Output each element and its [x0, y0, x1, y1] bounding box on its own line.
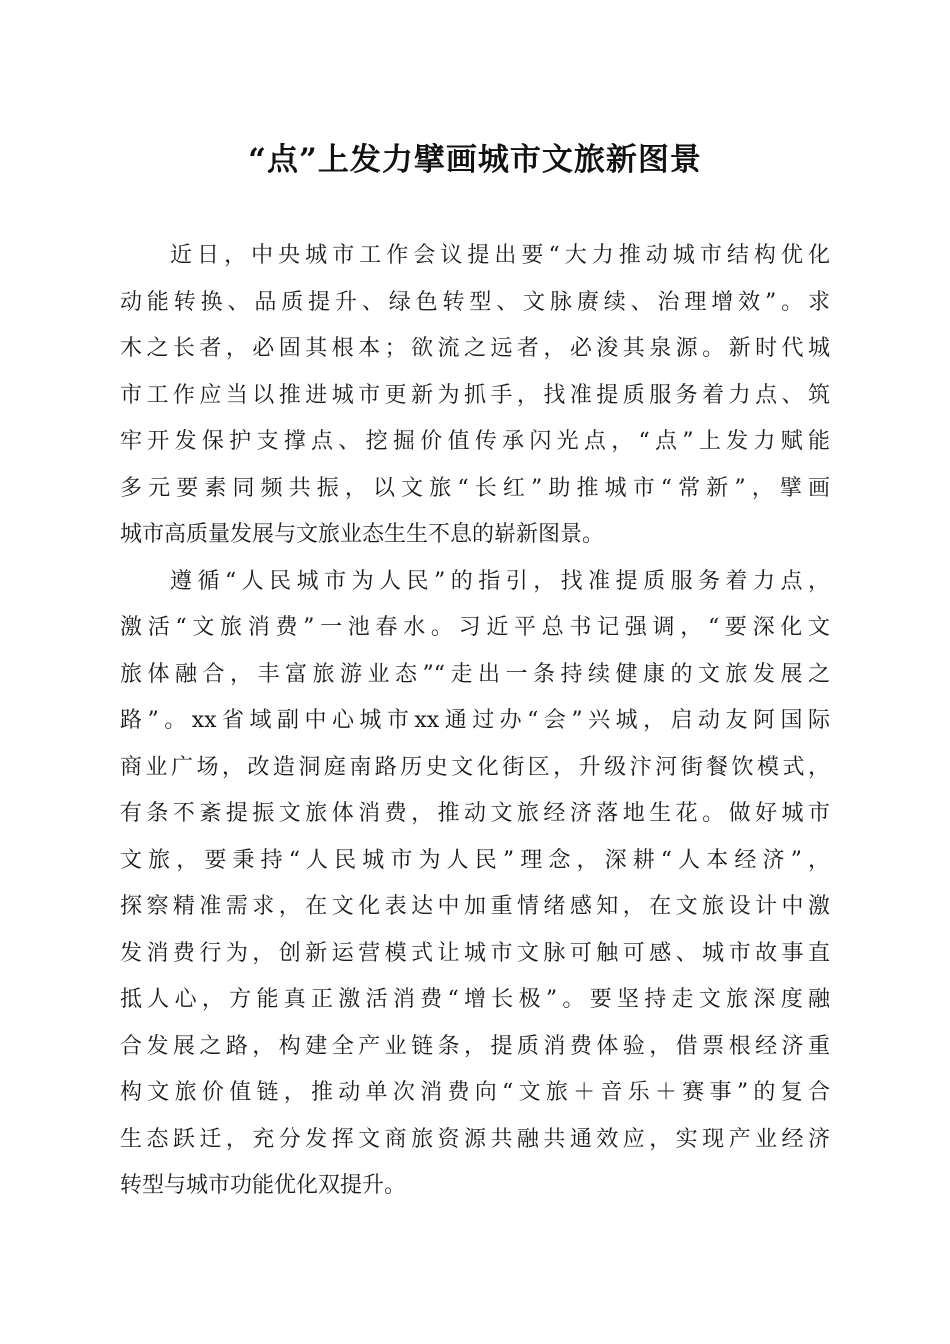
document-body [120, 233, 830, 1210]
document-title: “点”上发力擘画城市文旅新图景 [248, 142, 702, 178]
paragraph-2-line-9: 发消费行为，创新运营模式让城市文脉可触可感、城市故事直 [120, 940, 830, 966]
paragraph-1-line-3: 木之长者，必固其根本；欲流之远者，必浚其泉源。新时代城 [120, 336, 830, 361]
paragraph-1-line-7: 城市高质量发展与文旅业态生生不息的崭新图景。 [120, 522, 605, 547]
paragraph-2-line-12: 构文旅价值链，推动单次消费向“文旅＋音乐＋赛事”的复合 [120, 1080, 830, 1105]
paragraph-2-line-14: 转型与城市功能优化双提升。 [120, 1173, 407, 1198]
paragraph-2-line-3: 旅体融合，丰富旅游业态”“走出一条持续健康的文旅发展之 [120, 661, 830, 687]
paragraph-2-line-10: 抵人心，方能真正激活消费“增长极”。要坚持走文旅深度融 [120, 987, 830, 1012]
paragraph-1-line-4: 市工作应当以推进城市更新为抓手，找准提质服务着力点、筑 [120, 382, 830, 408]
paragraph-1-line-1: 近日，中央城市工作会议提出要“大力推动城市结构优化 [170, 243, 830, 268]
paragraph-1-line-6: 多元要素同频共振，以文旅“长红”助推城市“常新”，擘画 [120, 475, 830, 501]
paragraph-2-line-11: 合发展之路，构建全产业链条，提质消费体验，借票根经济重 [120, 1033, 830, 1059]
paragraph-2-line-6: 有条不紊提振文旅体消费，推动文旅经济落地生花。做好城市 [120, 801, 830, 826]
paragraph-2-line-13: 生态跃迁，充分发挥文商旅资源共融共通效应，实现产业经济 [120, 1126, 830, 1152]
paragraph-2-line-2: 激活“文旅消费”一池春水。习近平总书记强调，“要深化文 [120, 615, 830, 640]
paragraph-1-line-5: 牢开发保护支撑点、挖掘价值传承闪光点，“点”上发力赋能 [120, 429, 830, 454]
paragraph-2-line-5: 商业广场，改造洞庭南路历史文化街区，升级汴河街餐饮模式， [120, 754, 830, 780]
paragraph-2-line-1: 遵循“人民城市为人民”的指引，找准提质服务着力点， [170, 568, 830, 594]
paragraph-2-line-7: 文旅，要秉持“人民城市为人民”理念，深耕“人本经济”， [120, 847, 830, 873]
paragraph-1-line-2: 动能转换、品质提升、绿色转型、文脉赓续、治理增效”。求 [120, 289, 830, 315]
paragraph-2-line-4: 路”。xx省域副中心城市xx通过办“会”兴城，启动友阿国际 [120, 708, 830, 733]
paragraph-2-line-8: 探察精准需求，在文化表达中加重情绪感知，在文旅设计中激 [120, 894, 830, 919]
